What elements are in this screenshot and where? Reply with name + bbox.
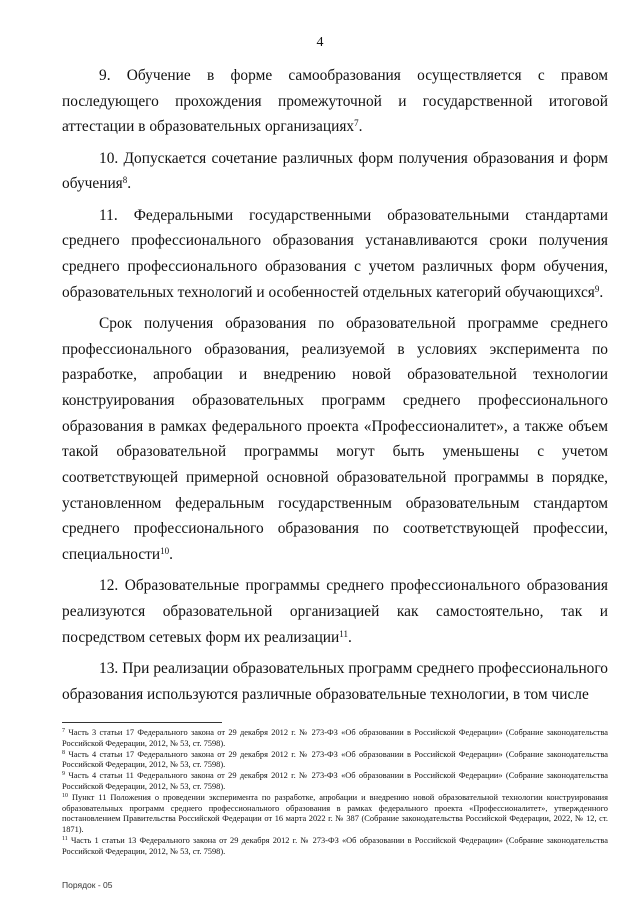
footnote-ref: 8 — [122, 175, 128, 186]
paragraph-text: 9. Обучение в форме самообразования осуществляется с правом последующего прохождения промежуточной и государственной итоговой аттестации в образовательных организациях — [62, 67, 608, 136]
footnote-text: Пункт 11 Положения о проведении эксперимента по разработке, апробации и внедрению новой образовательной технологии конструирования образовательных программ среднего профессионального образования в рамках федерального проекта «Профессионалитет», утвержденного постановлением Правительства Российской Федерации от 16 марта 2022 г. № 387 (Собрание законодательства Российской Федерации, 2022, № 12, ст. 1871). — [62, 793, 609, 834]
footnote-9 — [62, 771, 608, 792]
footnote-ref: 9 — [594, 283, 600, 294]
body-text — [62, 63, 608, 713]
paragraph-9 — [62, 63, 608, 140]
document-code-label: Порядок - 05 — [62, 880, 113, 890]
footnote-ref: 11 — [339, 628, 348, 639]
paragraph-10 — [62, 146, 608, 197]
paragraph-text: Срок получения образования по образовательной программе среднего профессионального образования, реализуемой в условиях эксперимента по разработке, апробации и внедрению новой образовательной технологии конструирования образовательных программ среднего профессионального образования в рамках федерального проекта «Профессионалитет», а также объем такой образовательной программы могут быть уменьшены с учетом соответствующей примерной основной образовательной программы в порядке, установленном федеральным государственным образовательным стандартом среднего профессионального образования по соответствующей профессии, специальности — [62, 314, 608, 564]
footnote-number: 9 — [62, 771, 65, 778]
footnote-8 — [62, 750, 608, 771]
footnote-text: Часть 3 статьи 17 Федерального закона от 29 декабря 2012 г. № 273-ФЗ «Об образовании в Российской Федерации» (Собрание законодательства Российской Федерации, 2012, № 53, ст. 7598). — [62, 728, 608, 748]
footnote-number: 11 — [62, 835, 68, 842]
footnotes — [62, 728, 608, 858]
paragraph-text: 12. Образовательные программы среднего профессионального образования реализуются образовательной организацией как самостоятельно, так и посредством сетевых форм их реализации — [62, 577, 608, 646]
paragraph-text: 11. Федеральными государственными образовательными стандартами среднего профессионального образования устанавливаются сроки получения среднего профессионального образования с учетом различных форм обучения, образовательных технологий и особенностей отдельных категорий обучающихся — [62, 206, 608, 301]
paragraph-text: 13. При реализации образовательных программ среднего профессионального образования используются различные образовательные технологии, в том числе — [62, 659, 608, 703]
paragraph-11 — [62, 203, 608, 306]
paragraph-tail: . — [127, 175, 132, 193]
footnote-ref: 10 — [160, 546, 170, 557]
paragraph-12 — [62, 573, 608, 650]
footnote-text: Часть 1 статьи 13 Федерального закона от 29 декабря 2012 г. № 273-ФЗ «Об образовании в Российской Федерации» (Собрание законодательства Российской Федерации, 2012, № 53, ст. 7598). — [62, 835, 608, 856]
footnote-divider — [62, 722, 222, 723]
footnote-7 — [62, 728, 608, 749]
paragraph-tail: . — [599, 283, 604, 301]
paragraph-text: 10. Допускается сочетание различных форм получения образования и форм обучения — [62, 149, 608, 193]
paragraph-term — [62, 311, 608, 568]
paragraph-tail: . — [358, 118, 363, 136]
footnote-ref: 7 — [354, 118, 359, 129]
footnote-number: 7 — [62, 728, 65, 734]
footnote-text: Часть 4 статьи 11 Федерального закона от 29 декабря 2012 г. № 273-ФЗ «Об образовании в Российской Федерации» (Собрание законодательства Российской Федерации, 2012, № 53, ст. 7598). — [62, 771, 609, 791]
footnote-11 — [62, 836, 608, 857]
paragraph-tail: . — [169, 546, 174, 564]
page-number: 4 — [316, 35, 324, 50]
footnote-text: Часть 4 статьи 17 Федерального закона от 29 декабря 2012 г. № 273-ФЗ «Об образовании в Российской Федерации» (Собрание законодательства Российской Федерации, 2012, № 53, ст. 7598). — [62, 749, 608, 770]
footnote-number: 10 — [62, 793, 68, 800]
footnote-number: 8 — [62, 749, 65, 756]
footnote-10 — [62, 793, 608, 835]
paragraph-tail: . — [347, 628, 352, 646]
paragraph-13 — [62, 656, 608, 707]
